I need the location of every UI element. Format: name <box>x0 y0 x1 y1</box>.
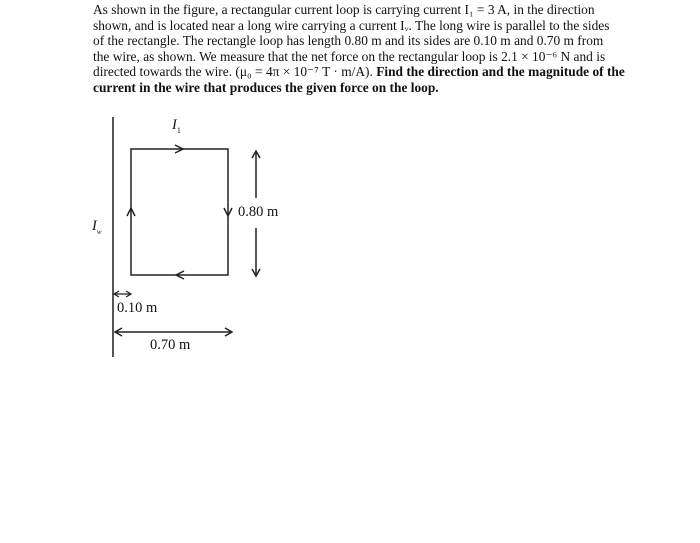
near-distance-label: 0.10 m <box>117 300 158 316</box>
far-distance-label: 0.70 m <box>150 337 191 353</box>
far-distance-arrow <box>115 328 232 336</box>
question-text: Find the direction and the magnitude of the <box>376 64 625 80</box>
problem-line: the wire, as shown. We measure that the net force on the rectangular loop is 2.1 × 10⁻⁶ N and is <box>93 48 606 64</box>
problem-line: shown, and is located near a long wire carrying a current Iᵥ. The long wire is parallel to the sides <box>93 17 610 33</box>
near-distance-arrow <box>114 291 131 297</box>
length-label: 0.80 m <box>238 204 279 220</box>
wire-current-label: $I_w$ <box>92 218 102 236</box>
problem-line: of the rectangle. The rectangle loop has length 0.80 m and its sides are 0.10 m and 0.70 m from <box>93 33 604 49</box>
problem-line: As shown in the figure, a rectangular current loop is carrying current I₁ = 3 A, in the direction <box>93 2 595 17</box>
current-loop <box>131 149 228 275</box>
problem-text: directed towards the wire. (μ₀ = 4π × 10⁻⁷ T · m/A). <box>93 64 377 80</box>
loop-current-label: $I_1$ <box>172 117 181 135</box>
question-line: current in the wire that produces the given force on the loop. <box>93 79 439 95</box>
